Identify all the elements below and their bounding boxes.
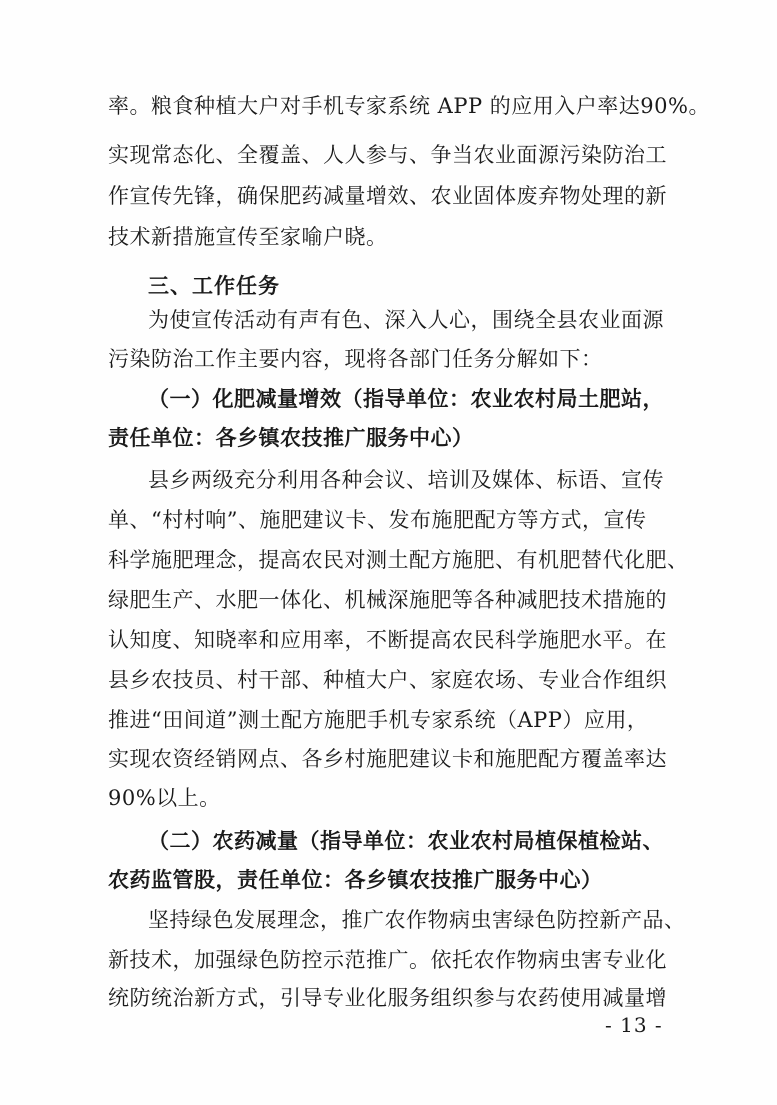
text-line: 作宣传先锋，确保肥药减量增效、农业固体废弃物处理的新 <box>108 184 667 208</box>
text-line: 污染防治工作主要内容，现将各部门任务分解如下： <box>108 347 603 371</box>
text-line: 单、“村村响”、施肥建议卡、发布施肥配方等方式，宣传 <box>108 508 647 532</box>
text-line: 县乡两级充分利用各种会议、培训及媒体、标语、宣传 <box>148 468 664 492</box>
text-line: 率。粮食种植大户对手机专家系统 APP 的应用入户率达90%。 <box>108 94 710 118</box>
text-line: 技术新措施宣传至家喻户晓。 <box>108 225 388 249</box>
section-heading: 三、工作任务 <box>148 273 280 298</box>
text-line: 认知度、知晓率和应用率，不断提高农民科学施肥水平。在 <box>108 628 667 652</box>
text-line: 统防统治新方式，引导专业化服务组织参与农药使用减量增 <box>108 986 667 1010</box>
subsection-heading: 农药监管股，责任单位：各乡镇农技推广服务中心） <box>108 867 603 892</box>
subsection-heading: 责任单位：各乡镇农技推广服务中心） <box>108 425 474 450</box>
text-line: 实现常态化、全覆盖、人人参与、争当农业面源污染防治工 <box>108 143 667 167</box>
text-line: 新技术，加强绿色防控示范推广。依托农作物病虫害专业化 <box>108 948 667 972</box>
text-line: 坚持绿色发展理念，推广农作物病虫害绿色防控新产品、 <box>148 908 686 932</box>
text-line: 科学施肥理念，提高农民对测土配方施肥、有机肥替代化肥、 <box>108 548 689 572</box>
text-line: 县乡农技员、村干部、种植大户、家庭农场、专业合作组织 <box>108 668 667 692</box>
subsection-heading: （二）农药减量（指导单位：农业农村局植保植检站、 <box>148 828 664 853</box>
text-line: 绿肥生产、水肥一体化、机械深施肥等各种减肥技术措施的 <box>108 588 667 612</box>
text-line: 为使宣传活动有声有色、深入人心，围绕全县农业面源 <box>148 308 664 332</box>
text-line: 实现农资经销网点、各乡村施肥建议卡和施肥配方覆盖率达 <box>108 747 667 771</box>
page-number: - 13 - <box>605 1013 663 1037</box>
text-line: 推进“田间道”测土配方施肥手机专家系统（APP）应用， <box>108 708 649 732</box>
subsection-heading: （一）化肥减量增效（指导单位：农业农村局土肥站， <box>148 386 664 411</box>
text-line: 90%以上。 <box>108 786 221 810</box>
